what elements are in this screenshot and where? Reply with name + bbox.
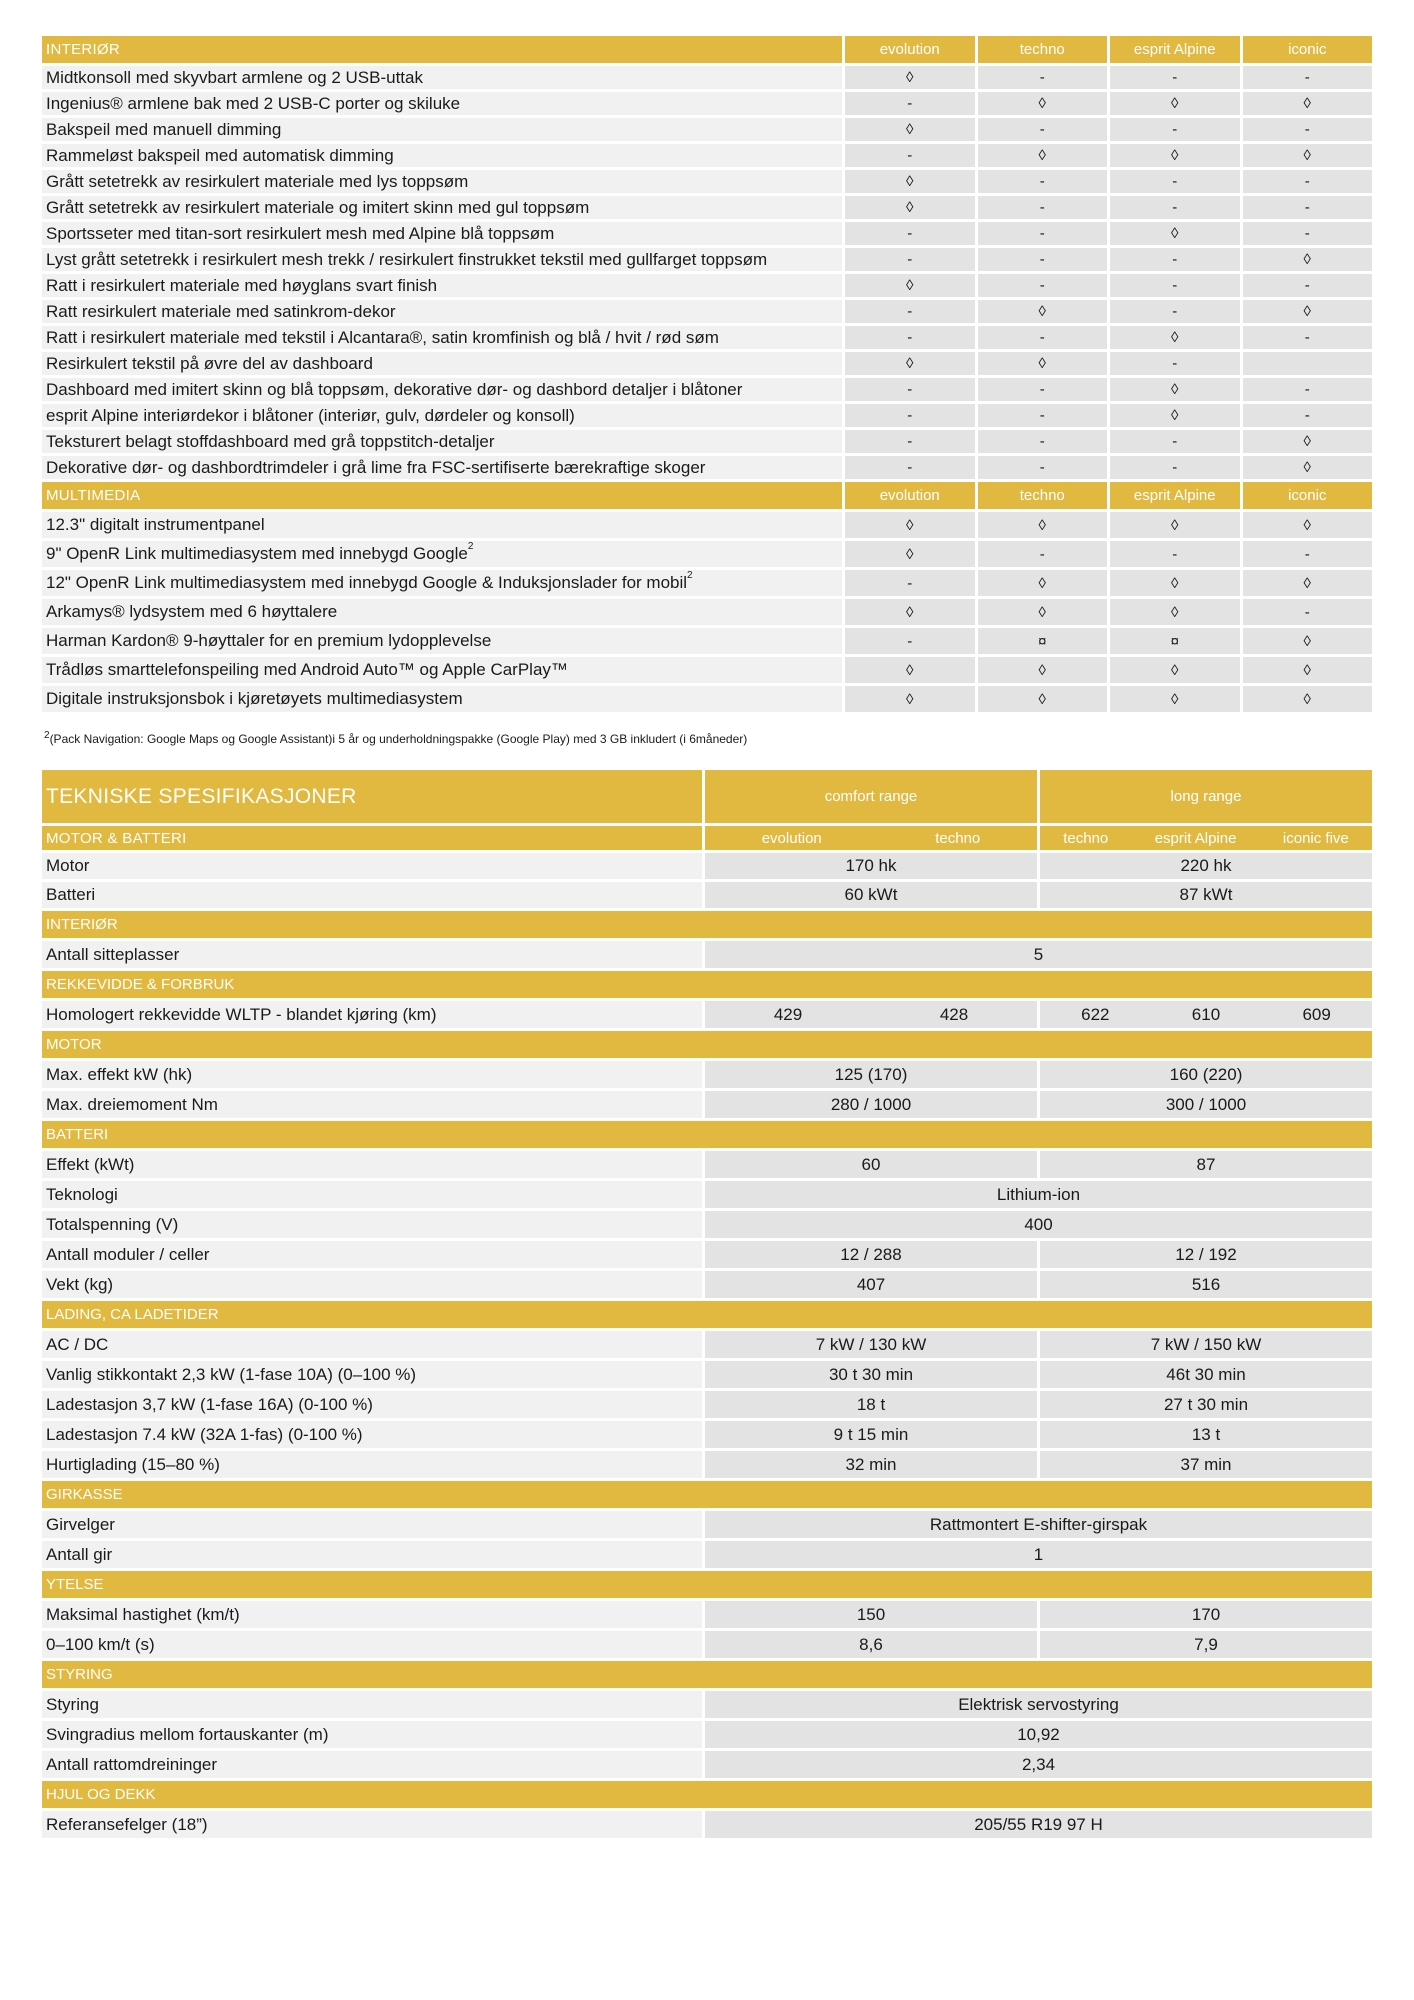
section-title-battery: BATTERI: [42, 1121, 1372, 1148]
availability-cell: -: [845, 248, 975, 271]
availability-cell: ◊: [978, 686, 1108, 712]
column-header: esprit Alpine: [1110, 482, 1240, 509]
spec-label: Homologert rekkevidde WLTP - blandet kjøring (km): [42, 1001, 702, 1028]
availability-cell: ◊: [1110, 378, 1240, 401]
feature-text: 12.3" digitalt instrumentpanel: [46, 515, 265, 534]
spec-row-torque: [42, 1091, 1372, 1118]
feature-label: [42, 404, 842, 427]
spec-label: Styring: [42, 1691, 702, 1718]
spec-value-long: 220 hk: [1040, 853, 1372, 879]
wltp-value: 622: [1081, 1004, 1110, 1024]
spec-value-long: 87: [1040, 1151, 1372, 1178]
feature-label: [42, 144, 842, 167]
wltp-value: 609: [1302, 1004, 1331, 1024]
availability-cell: -: [978, 430, 1108, 453]
footnote-marker: 2: [687, 570, 693, 581]
availability-cell: ◊: [978, 92, 1108, 115]
availability-cell: -: [978, 196, 1108, 219]
section-title-motor: MOTOR: [42, 1031, 1372, 1058]
spec-label: Ladestasjon 3,7 kW (1-fase 16A) (0-100 %): [42, 1391, 702, 1418]
spec-value-long: 300 / 1000: [1040, 1091, 1372, 1118]
feature-label: [42, 92, 842, 115]
availability-cell: ◊: [1243, 456, 1373, 479]
comfort-versions: [705, 826, 1037, 850]
column-header: techno: [978, 36, 1108, 63]
spec-label: Vanlig stikkontakt 2,3 kW (1-fase 10A) (0–100 %): [42, 1361, 702, 1388]
availability-cell: ◊: [1243, 512, 1373, 538]
column-header: evolution: [845, 36, 975, 63]
availability-cell: ¤: [1110, 628, 1240, 654]
spec-sheet: [42, 36, 1372, 1841]
section-title-gearbox: GIRKASSE: [42, 1481, 1372, 1508]
spec-label: AC / DC: [42, 1331, 702, 1358]
availability-cell: -: [1110, 352, 1240, 375]
section-title-interior-specs: INTERIØR: [42, 911, 1372, 938]
spec-value: 10,92: [705, 1721, 1372, 1748]
column-header: iconic: [1243, 482, 1373, 509]
spec-value: 1: [705, 1541, 1372, 1568]
feature-label: [42, 222, 842, 245]
availability-cell: ◊: [845, 118, 975, 141]
section-title-interior: INTERIØR: [42, 36, 842, 63]
availability-cell: -: [1243, 118, 1373, 141]
spec-row-seats: [42, 941, 1372, 968]
availability-cell: ◊: [1110, 326, 1240, 349]
feature-label: [42, 300, 842, 323]
availability-cell: ◊: [1110, 512, 1240, 538]
spec-value: 400: [705, 1211, 1372, 1238]
wltp-value: 610: [1191, 1004, 1221, 1024]
spec-label: Hurtiglading (15–80 %): [42, 1451, 702, 1478]
version-label: techno: [1063, 829, 1109, 847]
spec-row-capacity: [42, 1151, 1372, 1178]
version-label: iconic five: [1282, 829, 1349, 847]
spec-value-long: 37 min: [1040, 1451, 1372, 1478]
feature-label: [42, 378, 842, 401]
availability-cell: -: [845, 378, 975, 401]
availability-cell: ◊: [1243, 300, 1373, 323]
availability-cell: ◊: [1110, 686, 1240, 712]
feature-label: [42, 170, 842, 193]
spec-label: Svingradius mellom fortauskanter (m): [42, 1721, 702, 1748]
spec-row-acceleration: [42, 1631, 1372, 1658]
spec-row-selector: [42, 1511, 1372, 1538]
spec-row-station-37: [42, 1391, 1372, 1418]
spec-value: Elektrisk servostyring: [705, 1691, 1372, 1718]
feature-text: Digitale instruksjonsbok i kjøretøyets multimediasystem: [46, 689, 463, 708]
availability-cell: -: [1243, 274, 1373, 297]
availability-cell: -: [845, 430, 975, 453]
availability-cell: -: [845, 628, 975, 654]
availability-cell: -: [845, 404, 975, 427]
spec-value-long: 170: [1040, 1601, 1372, 1628]
availability-cell: ◊: [845, 352, 975, 375]
column-header: techno: [978, 482, 1108, 509]
feature-label: [42, 657, 842, 683]
feature-text: Ratt i resirkulert materiale med tekstil i Alcantara®, satin kromfinish og blå / hvit / rød søm: [46, 327, 719, 347]
spec-label: Antall moduler / celler: [42, 1241, 702, 1268]
spec-value: 5: [705, 941, 1372, 968]
spec-value-comfort: 30 t 30 min: [705, 1361, 1037, 1388]
footnote-marker: 2: [467, 541, 474, 552]
availability-cell: ◊: [845, 512, 975, 538]
availability-cell: ◊: [845, 686, 975, 712]
spec-value-comfort: 150: [705, 1601, 1037, 1628]
availability-cell: ◊: [845, 599, 975, 625]
availability-cell: ◊: [845, 541, 975, 567]
section-title-charging: LADING, CA LADETIDER: [42, 1301, 1372, 1328]
availability-cell: ◊: [845, 274, 975, 297]
availability-cell: -: [1110, 248, 1240, 271]
feature-label: [42, 196, 842, 219]
availability-cell: ◊: [1243, 144, 1373, 167]
feature-text: Ratt resirkulert materiale med satinkrom-dekor: [46, 301, 396, 321]
availability-cell: -: [845, 326, 975, 349]
version-label: techno: [935, 829, 981, 847]
availability-cell: -: [978, 248, 1108, 271]
feature-text: Rammeløst bakspeil med automatisk dimming: [46, 145, 394, 165]
wltp-value: 428: [939, 1004, 969, 1024]
footnote: [44, 730, 1372, 746]
section-title-performance: YTELSE: [42, 1571, 1372, 1598]
spec-value-long: 12 / 192: [1040, 1241, 1372, 1268]
spec-value-long: 160 (220): [1040, 1061, 1372, 1088]
spec-value-comfort: 12 / 288: [705, 1241, 1037, 1268]
spec-value-comfort: 7 kW / 130 kW: [705, 1331, 1037, 1358]
spec-row-topspeed: [42, 1601, 1372, 1628]
spec-row-modules: [42, 1241, 1372, 1268]
spec-value-long: 516: [1040, 1271, 1372, 1298]
availability-cell: -: [1110, 66, 1240, 89]
availability-cell: -: [1110, 300, 1240, 323]
wltp-value: 429: [773, 1004, 803, 1024]
feature-text: Midtkonsoll med skyvbart armlene og 2 USB-uttak: [46, 67, 423, 87]
spec-values-long: [1040, 1001, 1372, 1028]
spec-label: 0–100 km/t (s): [42, 1631, 702, 1658]
feature-label: [42, 541, 842, 567]
spec-label: Teknologi: [42, 1181, 702, 1208]
footnote-marker: 2: [44, 730, 50, 741]
availability-cell: -: [1243, 326, 1373, 349]
spec-value: 2,34: [705, 1751, 1372, 1778]
availability-cell: -: [1243, 170, 1373, 193]
feature-text: Trådløs smarttelefonspeiling med Android Auto™ og Apple CarPlay™: [46, 660, 568, 679]
availability-cell: -: [978, 170, 1108, 193]
availability-cell: ◊: [978, 599, 1108, 625]
availability-cell: -: [1243, 404, 1373, 427]
availability-cell: -: [1110, 170, 1240, 193]
section-title-range: REKKEVIDDE & FORBRUK: [42, 971, 1372, 998]
availability-cell: -: [978, 118, 1108, 141]
availability-cell: -: [978, 274, 1108, 297]
feature-text: Dekorative dør- og dashbordtrimdeler i grå lime fra FSC-sertifiserte bærekraftige skoger: [46, 457, 706, 477]
feature-label: [42, 628, 842, 654]
spec-label: Maksimal hastighet (km/t): [42, 1601, 702, 1628]
availability-cell: ◊: [1243, 248, 1373, 271]
availability-cell: ◊: [1110, 404, 1240, 427]
spec-value-comfort: 280 / 1000: [705, 1091, 1037, 1118]
long-range-header: long range: [1040, 770, 1372, 823]
spec-value-comfort: 9 t 15 min: [705, 1421, 1037, 1448]
feature-label: [42, 430, 842, 453]
feature-text: Resirkulert tekstil på øvre del av dashboard: [46, 353, 373, 373]
availability-cell: -: [845, 92, 975, 115]
availability-cell: -: [845, 144, 975, 167]
spec-row-gears: [42, 1541, 1372, 1568]
availability-cell: ◊: [845, 196, 975, 219]
feature-text: 12" OpenR Link multimediasystem med innebygd Google & Induksjonslader for mobil: [46, 573, 688, 592]
spec-label: Girvelger: [42, 1511, 702, 1538]
spec-row-acdc: [42, 1331, 1372, 1358]
feature-text: Arkamys® lydsystem med 6 høyttalere: [46, 602, 338, 621]
column-header: esprit Alpine: [1110, 36, 1240, 63]
spec-value-comfort: 60 kWt: [705, 882, 1037, 908]
comfort-range-header: comfort range: [705, 770, 1037, 823]
spec-row-station-74: [42, 1421, 1372, 1448]
availability-cell: -: [1243, 66, 1373, 89]
availability-cell: ◊: [1110, 222, 1240, 245]
spec-label: Antall gir: [42, 1541, 702, 1568]
availability-cell: -: [1243, 222, 1373, 245]
feature-label: [42, 66, 842, 89]
feature-label: [42, 274, 842, 297]
motor-battery-header: [42, 826, 1372, 850]
spec-value: Rattmontert E-shifter-girspak: [705, 1511, 1372, 1538]
feature-text: Dashboard med imitert skinn og blå toppsøm, dekorative dør- og dashbord detaljer i blåtoner: [46, 379, 743, 399]
availability-cell: -: [978, 456, 1108, 479]
availability-cell: -: [978, 66, 1108, 89]
column-header: iconic: [1243, 36, 1373, 63]
spec-value-long: 7 kW / 150 kW: [1040, 1331, 1372, 1358]
availability-cell: ◊: [978, 570, 1108, 596]
availability-cell: -: [845, 300, 975, 323]
availability-cell: ◊: [845, 170, 975, 193]
spec-label: Ladestasjon 7.4 kW (32A 1-fas) (0-100 %): [42, 1421, 702, 1448]
spec-row-voltage: [42, 1211, 1372, 1238]
feature-label: [42, 352, 842, 375]
spec-value-long: 27 t 30 min: [1040, 1391, 1372, 1418]
availability-cell: ◊: [978, 352, 1108, 375]
availability-cell: -: [845, 570, 975, 596]
spec-row-socket: [42, 1361, 1372, 1388]
spec-value-comfort: 18 t: [705, 1391, 1037, 1418]
availability-cell: ◊: [1243, 92, 1373, 115]
multimedia-equipment-table: [42, 482, 1372, 712]
tech-specs-header: [42, 770, 1372, 823]
spec-value-comfort: 407: [705, 1271, 1037, 1298]
availability-cell: -: [845, 456, 975, 479]
availability-cell: ◊: [1110, 92, 1240, 115]
spec-value-long: 13 t: [1040, 1421, 1372, 1448]
long-versions: [1040, 826, 1372, 850]
spec-value-comfort: 125 (170): [705, 1061, 1037, 1088]
availability-cell: ◊: [1243, 430, 1373, 453]
spec-values-comfort: [705, 1001, 1037, 1028]
version-label: evolution: [761, 829, 822, 847]
availability-cell: -: [845, 222, 975, 245]
spec-value: 205/55 R19 97 H: [705, 1811, 1372, 1838]
feature-text: Grått setetrekk av resirkulert materiale med lys toppsøm: [46, 171, 469, 191]
availability-cell: -: [978, 222, 1108, 245]
column-header: evolution: [845, 482, 975, 509]
availability-cell: -: [978, 541, 1108, 567]
feature-text: Harman Kardon® 9-høyttaler for en premium lydopplevelse: [46, 631, 492, 650]
spec-row-technology: [42, 1181, 1372, 1208]
spec-row-turning-radius: [42, 1721, 1372, 1748]
feature-text: Bakspeil med manuell dimming: [46, 119, 282, 139]
feature-text: Grått setetrekk av resirkulert materiale og imitert skinn med gul toppsøm: [46, 197, 590, 217]
spec-label: Referansefelger (18”): [42, 1811, 702, 1838]
feature-label: [42, 326, 842, 349]
availability-cell: ◊: [978, 512, 1108, 538]
feature-text: Sportsseter med titan-sort resirkulert mesh med Alpine blå toppsøm: [46, 223, 555, 243]
feature-label: [42, 570, 842, 596]
spec-value-comfort: 60: [705, 1151, 1037, 1178]
availability-cell: -: [1110, 430, 1240, 453]
feature-label: [42, 118, 842, 141]
feature-text: Lyst grått setetrekk i resirkulert mesh trekk / resirkulert finstrukket tekstil med gullfarget toppsøm: [46, 249, 768, 269]
availability-cell: -: [1243, 378, 1373, 401]
feature-text: 9" OpenR Link multimediasystem med innebygd Google: [46, 544, 468, 563]
spec-label: Vekt (kg): [42, 1271, 702, 1298]
tech-specs-title: TEKNISKE SPESIFIKASJONER: [42, 770, 702, 823]
spec-value-comfort: 8,6: [705, 1631, 1037, 1658]
availability-cell: -: [978, 404, 1108, 427]
availability-cell: ◊: [1243, 686, 1373, 712]
availability-cell: -: [1110, 196, 1240, 219]
spec-value-long: 87 kWt: [1040, 882, 1372, 908]
feature-label: [42, 599, 842, 625]
spec-label: Antall sitteplasser: [42, 941, 702, 968]
version-label: esprit Alpine: [1154, 829, 1237, 847]
spec-label: Max. dreiemoment Nm: [42, 1091, 702, 1118]
availability-cell: -: [1243, 599, 1373, 625]
spec-label: Max. effekt kW (hk): [42, 1061, 702, 1088]
availability-cell: ◊: [978, 300, 1108, 323]
availability-cell: ◊: [1110, 570, 1240, 596]
availability-cell: ◊: [1110, 599, 1240, 625]
spec-row-steering: [42, 1691, 1372, 1718]
spec-value-comfort: 170 hk: [705, 853, 1037, 879]
spec-row-battery: [42, 882, 1372, 908]
feature-text: Ingenius® armlene bak med 2 USB-C porter og skiluke: [46, 93, 461, 113]
availability-cell: ◊: [845, 657, 975, 683]
feature-text: Teksturert belagt stoffdashboard med grå toppstitch-detaljer: [46, 431, 495, 451]
spec-value-comfort: 32 min: [705, 1451, 1037, 1478]
availability-cell: -: [1243, 541, 1373, 567]
feature-text: esprit Alpine interiørdekor i blåtoner (interiør, gulv, dørdeler og konsoll): [46, 405, 575, 425]
availability-cell: ◊: [978, 144, 1108, 167]
feature-label: [42, 512, 842, 538]
availability-cell: ◊: [978, 657, 1108, 683]
availability-cell: -: [1110, 541, 1240, 567]
spec-row-wltp: [42, 1001, 1372, 1028]
availability-cell: ◊: [845, 66, 975, 89]
spec-row-power: [42, 1061, 1372, 1088]
availability-cell: ◊: [1110, 657, 1240, 683]
availability-cell: -: [978, 326, 1108, 349]
availability-cell: ◊: [1110, 144, 1240, 167]
feature-text: Ratt i resirkulert materiale med høyglans svart finish: [46, 275, 438, 295]
availability-cell: [1243, 352, 1373, 375]
spec-row-reference-rims: [42, 1811, 1372, 1838]
section-title-steering: STYRING: [42, 1661, 1372, 1688]
availability-cell: -: [1110, 274, 1240, 297]
footnote-text: (Pack Navigation: Google Maps og Google Assistant)i 5 år og underholdningspakke (Google Play) med 3 GB inkludert (i 6måneder): [49, 732, 748, 746]
spec-label: Batteri: [42, 882, 702, 908]
spec-row-fast-charge: [42, 1451, 1372, 1478]
availability-cell: ◊: [1243, 570, 1373, 596]
spec-label: Motor: [42, 853, 702, 879]
section-title-multimedia: MULTIMEDIA: [42, 482, 842, 509]
feature-label: [42, 456, 842, 479]
availability-cell: -: [978, 378, 1108, 401]
spec-row-steering-turns: [42, 1751, 1372, 1778]
spec-value: Lithium-ion: [705, 1181, 1372, 1208]
spec-label: Totalspenning (V): [42, 1211, 702, 1238]
spec-row-motor: [42, 853, 1372, 879]
spec-row-weight: [42, 1271, 1372, 1298]
section-title-wheels: HJUL OG DEKK: [42, 1781, 1372, 1808]
spec-value-long: 46t 30 min: [1040, 1361, 1372, 1388]
availability-cell: ◊: [1243, 657, 1373, 683]
availability-cell: -: [1110, 118, 1240, 141]
spec-label: Antall rattomdreininger: [42, 1751, 702, 1778]
section-title-motor-battery: MOTOR & BATTERI: [42, 826, 702, 850]
feature-label: [42, 686, 842, 712]
availability-cell: -: [1243, 196, 1373, 219]
feature-label: [42, 248, 842, 271]
interior-equipment-table: [42, 36, 1372, 479]
availability-cell: ¤: [978, 628, 1108, 654]
availability-cell: -: [1110, 456, 1240, 479]
spec-value-long: 7,9: [1040, 1631, 1372, 1658]
availability-cell: ◊: [1243, 628, 1373, 654]
spec-label: Effekt (kWt): [42, 1151, 702, 1178]
